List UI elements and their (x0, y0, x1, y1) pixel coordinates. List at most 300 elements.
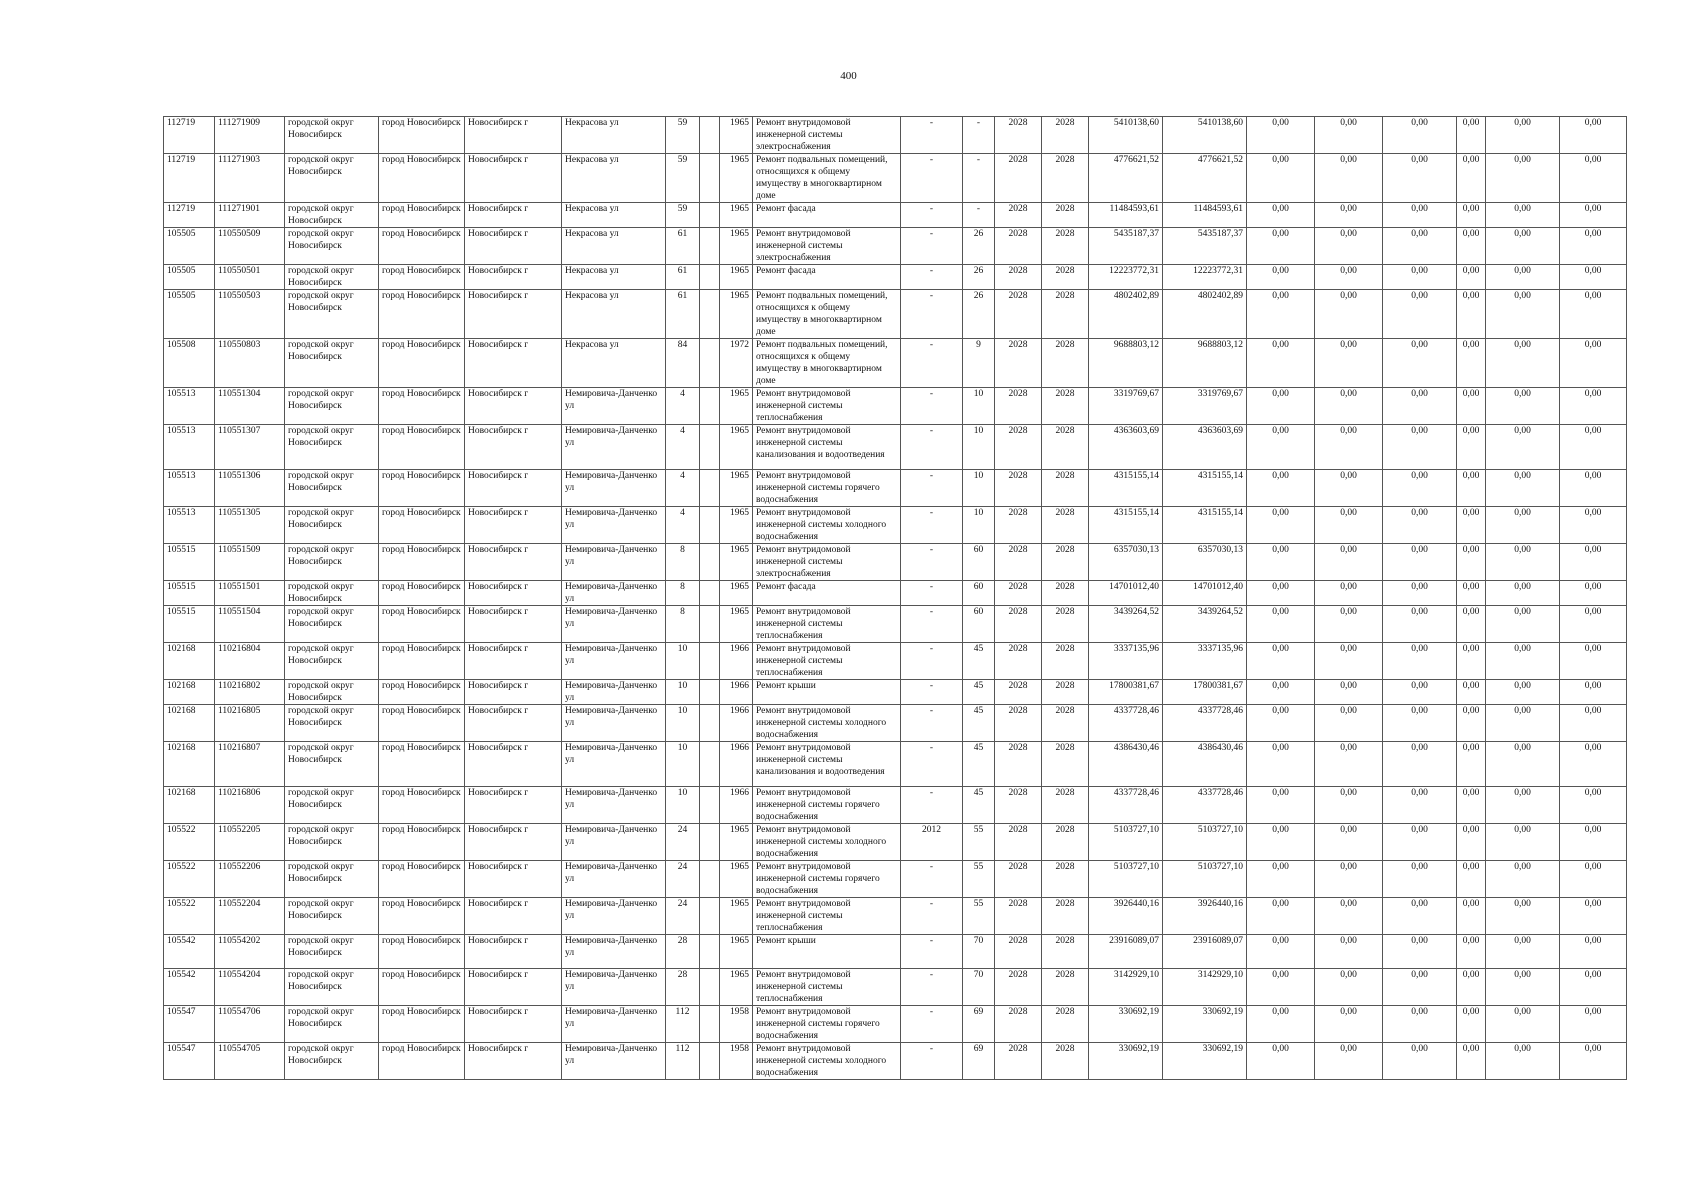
house-number-cell: 59 (666, 117, 700, 154)
total-cost-cell: 5103727,10 (1089, 861, 1163, 898)
cost-owners-cell: 0,00 (1486, 154, 1560, 203)
cost-local-budget-cell: 0,00 (1383, 969, 1457, 1006)
work-type-cell: Ремонт подвальных помещений, относящихся к общему имуществу в многоквартирном доме (753, 339, 901, 388)
cost-other-cell: 0,00 (1457, 824, 1486, 861)
cost-federal-cell: 0,00 (1247, 643, 1315, 680)
table-row (164, 606, 1627, 643)
city-cell: Новосибирск г (465, 935, 562, 969)
city-cell: Новосибирск г (465, 898, 562, 935)
plan-year-end-cell: 2028 (1042, 898, 1089, 935)
settlement-cell: город Новосибирск (379, 606, 465, 643)
municipality-cell: городской округ Новосибирск (285, 203, 379, 228)
work-id-cell: 110551305 (215, 507, 285, 544)
plan-year-start-cell: 2028 (995, 742, 1042, 787)
street-cell: Немировича-Данченко ул (562, 581, 666, 606)
total-cost-cell: 4802402,89 (1089, 290, 1163, 339)
street-cell: Немировича-Данченко ул (562, 470, 666, 507)
cost-owners-extra-cell: 0,00 (1560, 470, 1627, 507)
settlement-cell: город Новосибирск (379, 507, 465, 544)
cost-regional-budget-cell: 0,00 (1315, 824, 1383, 861)
city-cell: Новосибирск г (465, 581, 562, 606)
plan-year-start-cell: 2028 (995, 203, 1042, 228)
cost-owners-extra-cell: 0,00 (1560, 203, 1627, 228)
build-year-cell: 1965 (720, 969, 753, 1006)
house-id-cell: 105508 (164, 339, 215, 388)
wear-percent-cell: 10 (963, 388, 995, 425)
work-type-cell: Ремонт внутридомовой инженерной системы холодного водоснабжения (753, 507, 901, 544)
cost-regional-fund-cell: 3439264,52 (1163, 606, 1247, 643)
municipality-cell: городской округ Новосибирск (285, 606, 379, 643)
cost-regional-budget-cell: 0,00 (1315, 1006, 1383, 1043)
house-number-cell: 61 (666, 265, 700, 290)
cost-owners-cell: 0,00 (1486, 581, 1560, 606)
cost-owners-cell: 0,00 (1486, 290, 1560, 339)
street-cell: Немировича-Данченко ул (562, 824, 666, 861)
letter-cell (700, 824, 720, 861)
municipality-cell: городской округ Новосибирск (285, 787, 379, 824)
plan-year-end-cell: 2028 (1042, 339, 1089, 388)
cost-owners-cell: 0,00 (1486, 470, 1560, 507)
cost-local-budget-cell: 0,00 (1383, 425, 1457, 470)
work-id-cell: 110554706 (215, 1006, 285, 1043)
cost-regional-fund-cell: 3337135,96 (1163, 643, 1247, 680)
house-id-cell: 105542 (164, 969, 215, 1006)
cost-owners-cell: 0,00 (1486, 606, 1560, 643)
last-repair-year-cell: - (901, 1006, 963, 1043)
cost-other-cell: 0,00 (1457, 1006, 1486, 1043)
total-cost-cell: 6357030,13 (1089, 544, 1163, 581)
cost-owners-extra-cell: 0,00 (1560, 339, 1627, 388)
municipality-cell: городской округ Новосибирск (285, 425, 379, 470)
street-cell: Немировича-Данченко ул (562, 643, 666, 680)
plan-year-start-cell: 2028 (995, 606, 1042, 643)
total-cost-cell: 4315155,14 (1089, 470, 1163, 507)
house-id-cell: 105522 (164, 898, 215, 935)
cost-other-cell: 0,00 (1457, 1043, 1486, 1080)
cost-local-budget-cell: 0,00 (1383, 935, 1457, 969)
cost-other-cell: 0,00 (1457, 117, 1486, 154)
cost-owners-cell: 0,00 (1486, 1006, 1560, 1043)
cost-federal-cell: 0,00 (1247, 861, 1315, 898)
work-id-cell: 110551304 (215, 388, 285, 425)
street-cell: Немировича-Данченко ул (562, 861, 666, 898)
build-year-cell: 1966 (720, 705, 753, 742)
plan-year-end-cell: 2028 (1042, 935, 1089, 969)
letter-cell (700, 898, 720, 935)
plan-year-end-cell: 2028 (1042, 228, 1089, 265)
letter-cell (700, 1043, 720, 1080)
plan-year-end-cell: 2028 (1042, 581, 1089, 606)
cost-regional-budget-cell: 0,00 (1315, 898, 1383, 935)
build-year-cell: 1965 (720, 861, 753, 898)
cost-other-cell: 0,00 (1457, 787, 1486, 824)
plan-year-end-cell: 2028 (1042, 265, 1089, 290)
work-id-cell: 110216804 (215, 643, 285, 680)
cost-regional-fund-cell: 17800381,67 (1163, 680, 1247, 705)
table-row (164, 935, 1627, 969)
wear-percent-cell: 69 (963, 1006, 995, 1043)
cost-local-budget-cell: 0,00 (1383, 643, 1457, 680)
cost-local-budget-cell: 0,00 (1383, 203, 1457, 228)
last-repair-year-cell: 2012 (901, 824, 963, 861)
cost-federal-cell: 0,00 (1247, 339, 1315, 388)
city-cell: Новосибирск г (465, 861, 562, 898)
cost-other-cell: 0,00 (1457, 898, 1486, 935)
cost-owners-cell: 0,00 (1486, 265, 1560, 290)
plan-year-end-cell: 2028 (1042, 388, 1089, 425)
cost-federal-cell: 0,00 (1247, 1043, 1315, 1080)
cost-regional-budget-cell: 0,00 (1315, 680, 1383, 705)
cost-regional-budget-cell: 0,00 (1315, 388, 1383, 425)
street-cell: Некрасова ул (562, 203, 666, 228)
cost-regional-fund-cell: 23916089,07 (1163, 935, 1247, 969)
wear-percent-cell: 26 (963, 290, 995, 339)
cost-regional-budget-cell: 0,00 (1315, 117, 1383, 154)
wear-percent-cell: - (963, 203, 995, 228)
municipality-cell: городской округ Новосибирск (285, 643, 379, 680)
work-type-cell: Ремонт внутридомовой инженерной системы горячего водоснабжения (753, 1006, 901, 1043)
build-year-cell: 1965 (720, 265, 753, 290)
city-cell: Новосибирск г (465, 643, 562, 680)
cost-federal-cell: 0,00 (1247, 935, 1315, 969)
build-year-cell: 1965 (720, 203, 753, 228)
cost-federal-cell: 0,00 (1247, 1006, 1315, 1043)
work-id-cell: 110552205 (215, 824, 285, 861)
house-id-cell: 102168 (164, 742, 215, 787)
cost-owners-cell: 0,00 (1486, 203, 1560, 228)
table-row (164, 742, 1627, 787)
last-repair-year-cell: - (901, 969, 963, 1006)
street-cell: Немировича-Данченко ул (562, 544, 666, 581)
cost-owners-extra-cell: 0,00 (1560, 544, 1627, 581)
house-number-cell: 10 (666, 787, 700, 824)
cost-regional-budget-cell: 0,00 (1315, 425, 1383, 470)
letter-cell (700, 935, 720, 969)
settlement-cell: город Новосибирск (379, 643, 465, 680)
city-cell: Новосибирск г (465, 705, 562, 742)
plan-year-end-cell: 2028 (1042, 969, 1089, 1006)
cost-regional-budget-cell: 0,00 (1315, 643, 1383, 680)
plan-year-end-cell: 2028 (1042, 643, 1089, 680)
plan-year-end-cell: 2028 (1042, 680, 1089, 705)
wear-percent-cell: 26 (963, 228, 995, 265)
work-type-cell: Ремонт фасада (753, 581, 901, 606)
cost-federal-cell: 0,00 (1247, 705, 1315, 742)
cost-local-budget-cell: 0,00 (1383, 824, 1457, 861)
total-cost-cell: 4363603,69 (1089, 425, 1163, 470)
work-id-cell: 110551504 (215, 606, 285, 643)
municipality-cell: городской округ Новосибирск (285, 742, 379, 787)
cost-local-budget-cell: 0,00 (1383, 154, 1457, 203)
cost-owners-extra-cell: 0,00 (1560, 425, 1627, 470)
cost-other-cell: 0,00 (1457, 861, 1486, 898)
plan-year-end-cell: 2028 (1042, 787, 1089, 824)
letter-cell (700, 861, 720, 898)
table-row (164, 787, 1627, 824)
cost-local-budget-cell: 0,00 (1383, 544, 1457, 581)
city-cell: Новосибирск г (465, 742, 562, 787)
cost-owners-cell: 0,00 (1486, 824, 1560, 861)
total-cost-cell: 5103727,10 (1089, 824, 1163, 861)
cost-other-cell: 0,00 (1457, 228, 1486, 265)
house-number-cell: 24 (666, 824, 700, 861)
cost-local-budget-cell: 0,00 (1383, 581, 1457, 606)
cost-federal-cell: 0,00 (1247, 680, 1315, 705)
table-row (164, 1043, 1627, 1080)
municipality-cell: городской округ Новосибирск (285, 470, 379, 507)
street-cell: Немировича-Данченко ул (562, 742, 666, 787)
work-type-cell: Ремонт внутридомовой инженерной системы электроснабжения (753, 228, 901, 265)
house-id-cell: 105513 (164, 470, 215, 507)
last-repair-year-cell: - (901, 265, 963, 290)
plan-year-start-cell: 2028 (995, 643, 1042, 680)
cost-owners-extra-cell: 0,00 (1560, 265, 1627, 290)
street-cell: Немировича-Данченко ул (562, 705, 666, 742)
cost-owners-extra-cell: 0,00 (1560, 705, 1627, 742)
table-row (164, 680, 1627, 705)
letter-cell (700, 787, 720, 824)
street-cell: Немировича-Данченко ул (562, 898, 666, 935)
house-number-cell: 8 (666, 606, 700, 643)
settlement-cell: город Новосибирск (379, 265, 465, 290)
municipality-cell: городской округ Новосибирск (285, 154, 379, 203)
cost-owners-cell: 0,00 (1486, 898, 1560, 935)
letter-cell (700, 969, 720, 1006)
last-repair-year-cell: - (901, 742, 963, 787)
total-cost-cell: 11484593,61 (1089, 203, 1163, 228)
last-repair-year-cell: - (901, 425, 963, 470)
build-year-cell: 1966 (720, 742, 753, 787)
cost-owners-extra-cell: 0,00 (1560, 861, 1627, 898)
plan-year-start-cell: 2028 (995, 154, 1042, 203)
city-cell: Новосибирск г (465, 1006, 562, 1043)
cost-owners-cell: 0,00 (1486, 117, 1560, 154)
cost-local-budget-cell: 0,00 (1383, 1006, 1457, 1043)
municipality-cell: городской округ Новосибирск (285, 228, 379, 265)
cost-owners-cell: 0,00 (1486, 935, 1560, 969)
work-id-cell: 110554204 (215, 969, 285, 1006)
cost-regional-budget-cell: 0,00 (1315, 1043, 1383, 1080)
table-row (164, 425, 1627, 470)
work-type-cell: Ремонт подвальных помещений, относящихся к общему имуществу в многоквартирном доме (753, 154, 901, 203)
cost-other-cell: 0,00 (1457, 388, 1486, 425)
work-type-cell: Ремонт внутридомовой инженерной системы теплоснабжения (753, 898, 901, 935)
letter-cell (700, 544, 720, 581)
wear-percent-cell: 69 (963, 1043, 995, 1080)
build-year-cell: 1972 (720, 339, 753, 388)
house-number-cell: 28 (666, 969, 700, 1006)
total-cost-cell: 330692,19 (1089, 1043, 1163, 1080)
cost-owners-cell: 0,00 (1486, 339, 1560, 388)
letter-cell (700, 705, 720, 742)
cost-regional-budget-cell: 0,00 (1315, 507, 1383, 544)
settlement-cell: город Новосибирск (379, 1006, 465, 1043)
cost-owners-cell: 0,00 (1486, 705, 1560, 742)
last-repair-year-cell: - (901, 339, 963, 388)
plan-year-end-cell: 2028 (1042, 742, 1089, 787)
wear-percent-cell: 45 (963, 680, 995, 705)
settlement-cell: город Новосибирск (379, 705, 465, 742)
work-type-cell: Ремонт внутридомовой инженерной системы холодного водоснабжения (753, 1043, 901, 1080)
cost-other-cell: 0,00 (1457, 544, 1486, 581)
table-row (164, 290, 1627, 339)
municipality-cell: городской округ Новосибирск (285, 388, 379, 425)
build-year-cell: 1965 (720, 228, 753, 265)
plan-year-start-cell: 2028 (995, 388, 1042, 425)
settlement-cell: город Новосибирск (379, 787, 465, 824)
letter-cell (700, 742, 720, 787)
last-repair-year-cell: - (901, 507, 963, 544)
work-id-cell: 110551307 (215, 425, 285, 470)
letter-cell (700, 290, 720, 339)
cost-federal-cell: 0,00 (1247, 787, 1315, 824)
city-cell: Новосибирск г (465, 470, 562, 507)
build-year-cell: 1965 (720, 824, 753, 861)
plan-year-start-cell: 2028 (995, 425, 1042, 470)
plan-year-start-cell: 2028 (995, 581, 1042, 606)
settlement-cell: город Новосибирск (379, 339, 465, 388)
municipality-cell: городской округ Новосибирск (285, 935, 379, 969)
house-number-cell: 4 (666, 425, 700, 470)
work-id-cell: 110551306 (215, 470, 285, 507)
wear-percent-cell: 45 (963, 705, 995, 742)
cost-local-budget-cell: 0,00 (1383, 470, 1457, 507)
cost-owners-extra-cell: 0,00 (1560, 507, 1627, 544)
work-id-cell: 110216806 (215, 787, 285, 824)
letter-cell (700, 470, 720, 507)
cost-owners-cell: 0,00 (1486, 969, 1560, 1006)
house-number-cell: 10 (666, 742, 700, 787)
plan-year-start-cell: 2028 (995, 470, 1042, 507)
work-id-cell: 110216802 (215, 680, 285, 705)
table-row (164, 581, 1627, 606)
cost-regional-budget-cell: 0,00 (1315, 203, 1383, 228)
municipality-cell: городской округ Новосибирск (285, 969, 379, 1006)
table-row (164, 339, 1627, 388)
cost-regional-budget-cell: 0,00 (1315, 935, 1383, 969)
plan-year-start-cell: 2028 (995, 1006, 1042, 1043)
settlement-cell: город Новосибирск (379, 470, 465, 507)
cost-owners-extra-cell: 0,00 (1560, 742, 1627, 787)
cost-regional-budget-cell: 0,00 (1315, 742, 1383, 787)
plan-year-start-cell: 2028 (995, 705, 1042, 742)
work-type-cell: Ремонт внутридомовой инженерной системы горячего водоснабжения (753, 861, 901, 898)
work-id-cell: 110554705 (215, 1043, 285, 1080)
page-number: 400 (840, 70, 857, 82)
plan-year-start-cell: 2028 (995, 824, 1042, 861)
house-id-cell: 102168 (164, 680, 215, 705)
cost-federal-cell: 0,00 (1247, 969, 1315, 1006)
table-row (164, 1006, 1627, 1043)
wear-percent-cell: - (963, 154, 995, 203)
municipality-cell: городской округ Новосибирск (285, 680, 379, 705)
total-cost-cell: 3926440,16 (1089, 898, 1163, 935)
plan-year-end-cell: 2028 (1042, 290, 1089, 339)
cost-other-cell: 0,00 (1457, 606, 1486, 643)
wear-percent-cell: 60 (963, 544, 995, 581)
plan-year-start-cell: 2028 (995, 680, 1042, 705)
build-year-cell: 1965 (720, 507, 753, 544)
city-cell: Новосибирск г (465, 507, 562, 544)
work-id-cell: 110551501 (215, 581, 285, 606)
municipality-cell: городской округ Новосибирск (285, 290, 379, 339)
plan-year-start-cell: 2028 (995, 969, 1042, 1006)
last-repair-year-cell: - (901, 680, 963, 705)
cost-federal-cell: 0,00 (1247, 154, 1315, 203)
settlement-cell: город Новосибирск (379, 1043, 465, 1080)
plan-year-start-cell: 2028 (995, 935, 1042, 969)
letter-cell (700, 265, 720, 290)
street-cell: Немировича-Данченко ул (562, 425, 666, 470)
cost-owners-extra-cell: 0,00 (1560, 787, 1627, 824)
cost-owners-cell: 0,00 (1486, 861, 1560, 898)
cost-regional-budget-cell: 0,00 (1315, 606, 1383, 643)
work-type-cell: Ремонт крыши (753, 680, 901, 705)
plan-year-end-cell: 2028 (1042, 606, 1089, 643)
cost-owners-extra-cell: 0,00 (1560, 117, 1627, 154)
cost-local-budget-cell: 0,00 (1383, 898, 1457, 935)
work-id-cell: 110550503 (215, 290, 285, 339)
plan-year-end-cell: 2028 (1042, 544, 1089, 581)
settlement-cell: город Новосибирск (379, 290, 465, 339)
table-row (164, 544, 1627, 581)
house-number-cell: 84 (666, 339, 700, 388)
cost-regional-budget-cell: 0,00 (1315, 339, 1383, 388)
work-id-cell: 110216807 (215, 742, 285, 787)
cost-regional-fund-cell: 4386430,46 (1163, 742, 1247, 787)
total-cost-cell: 4337728,46 (1089, 787, 1163, 824)
settlement-cell: город Новосибирск (379, 935, 465, 969)
house-number-cell: 8 (666, 544, 700, 581)
city-cell: Новосибирск г (465, 339, 562, 388)
cost-owners-extra-cell: 0,00 (1560, 228, 1627, 265)
letter-cell (700, 1006, 720, 1043)
cost-owners-extra-cell: 0,00 (1560, 680, 1627, 705)
last-repair-year-cell: - (901, 388, 963, 425)
street-cell: Немировича-Данченко ул (562, 680, 666, 705)
house-id-cell: 102168 (164, 787, 215, 824)
work-id-cell: 111271909 (215, 117, 285, 154)
settlement-cell: город Новосибирск (379, 898, 465, 935)
plan-year-end-cell: 2028 (1042, 154, 1089, 203)
total-cost-cell: 3439264,52 (1089, 606, 1163, 643)
work-id-cell: 110550509 (215, 228, 285, 265)
house-id-cell: 105542 (164, 935, 215, 969)
plan-year-start-cell: 2028 (995, 117, 1042, 154)
house-id-cell: 105505 (164, 290, 215, 339)
wear-percent-cell: 9 (963, 339, 995, 388)
street-cell: Некрасова ул (562, 290, 666, 339)
cost-regional-fund-cell: 14701012,40 (1163, 581, 1247, 606)
wear-percent-cell: 60 (963, 581, 995, 606)
house-id-cell: 105547 (164, 1006, 215, 1043)
letter-cell (700, 581, 720, 606)
cost-federal-cell: 0,00 (1247, 606, 1315, 643)
settlement-cell: город Новосибирск (379, 861, 465, 898)
house-number-cell: 59 (666, 203, 700, 228)
letter-cell (700, 606, 720, 643)
cost-regional-fund-cell: 3142929,10 (1163, 969, 1247, 1006)
cost-other-cell: 0,00 (1457, 290, 1486, 339)
total-cost-cell: 9688803,12 (1089, 339, 1163, 388)
table-row (164, 117, 1627, 154)
cost-other-cell: 0,00 (1457, 935, 1486, 969)
last-repair-year-cell: - (901, 898, 963, 935)
wear-percent-cell: 70 (963, 969, 995, 1006)
settlement-cell: город Новосибирск (379, 824, 465, 861)
cost-owners-extra-cell: 0,00 (1560, 1043, 1627, 1080)
settlement-cell: город Новосибирск (379, 388, 465, 425)
